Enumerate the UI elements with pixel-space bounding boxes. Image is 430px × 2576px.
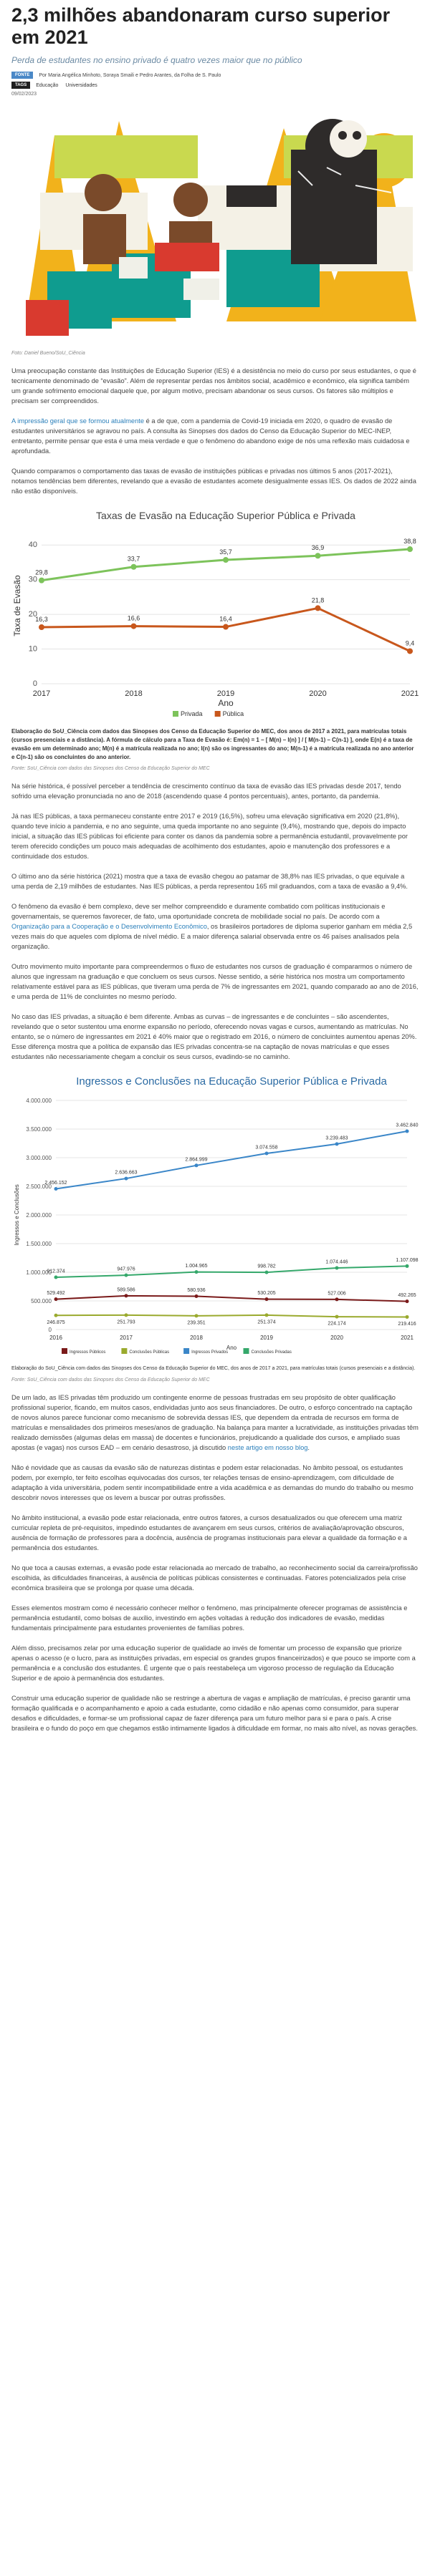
- data-point: [54, 1314, 58, 1317]
- data-label: 527.006: [328, 1291, 346, 1297]
- data-point: [407, 546, 413, 552]
- data-label: 2.636.663: [115, 1170, 138, 1176]
- legend-entry: Privada: [181, 710, 203, 717]
- data-label: 16,4: [219, 615, 232, 623]
- data-label: 38,8: [403, 538, 416, 546]
- data-point: [265, 1271, 269, 1274]
- data-label: 530.205: [257, 1291, 276, 1297]
- tag-link-universidades[interactable]: Universidades: [65, 82, 97, 88]
- data-label: 3.239.483: [325, 1136, 348, 1141]
- chart-caption: Elaboração do SoU_Ciência com dados das Sinopses dos Censo da Educação Superior do MEC, dos anos de 2017 a 2021, para matrículas totais (cursos presenciais e a distância). A fórmula de cálculo para a Taxa de Evasão é: Em(n) = 1 – [ M(n) – I(n) ] / [ M(n-1) – C(n-1) ], onde E(n) é a taxa de evasão em um determinado ano; M(n) é a matrícula realizada no ano; I(n) são os ingressantes do ano; M(n-1) é a matrícula realizada no ano anterior e C(n-1) são os concluintes do ano anterior.: [11, 728, 414, 760]
- tag-link-educacao[interactable]: Educação: [36, 82, 59, 88]
- data-point: [335, 1142, 339, 1146]
- data-point: [265, 1313, 269, 1317]
- paragraph: Construir uma educação superior de qualidade não se restringe a abertura de vagas e ampliação de matrículas, é preciso garantir uma formação qualificada e o acompanhamento e apoio a cada estudante, como cidadão e não apenas como consumidor, para superar desafios e dificuldades, e formar-se um profissional capaz de fazer diferença para um futuro melhor para si e para o país. A crise brasileira e o fundo do poço em que chegamos estão intimamente ligados à dificuldade em formar, no mais alto nível, as novas gerações.: [11, 1695, 418, 1732]
- paragraph-text: , os brasileiros portadores de diploma superior ganham em média 2,5 vezes mais do que aqueles com diploma de nível médio. E a maior diferença salarial observada entre os 46 países analisados pela organização.: [11, 923, 413, 950]
- data-label: 492.265: [398, 1293, 416, 1299]
- authors-row: [11, 72, 419, 79]
- authors-text: Por Maria Angélica Minhoto, Soraya Smaili e Pedro Arantes, da Folha de S. Paulo: [39, 72, 221, 78]
- data-label: 589.586: [117, 1287, 135, 1293]
- paragraph-text: O fenômeno da evasão é bem complexo, deve ser melhor compreendido e duramente combatido com políticas institucionais e governamentais, se queremos favorecer, de fato, uma oportunidade concreta de mobilidade social no país. De acordo com a: [11, 903, 386, 920]
- x-axis-label: Ano: [218, 698, 234, 708]
- data-label: 35,7: [219, 548, 232, 556]
- data-label: 580.936: [187, 1288, 206, 1294]
- data-point: [131, 564, 137, 570]
- y-axis-label: Taxa de Evasão: [12, 575, 22, 636]
- y-tick-label: 20: [28, 610, 37, 619]
- data-label: 16,6: [127, 614, 140, 622]
- legend-swatch: [173, 711, 178, 717]
- chart-title: Ingressos e Conclusões na Educação Superior Pública e Privada: [76, 1075, 387, 1088]
- y-tick-label: 3.500.000: [26, 1126, 52, 1133]
- paragraph: Na série histórica, é possível perceber a tendência de crescimento contínuo da taxa de evasão das IES privadas desde 2017, tendo sofrido uma elevação pronunciada no ano de 2018 (ascendendo quase 4 pontos percentuais), antes, portanto, da pandemia.: [11, 783, 401, 800]
- x-tick-label: 2017: [32, 689, 51, 698]
- x-tick-label: 2020: [330, 1335, 343, 1341]
- chart-caption: Elaboração do SoU_Ciência com dados das Sinopses dos Censo da Educação Superior do MEC, dos anos de 2017 a 2021, para matrículas totais (cursos presenciais e a distância).: [11, 1366, 416, 1371]
- data-point: [54, 1187, 58, 1191]
- data-point: [315, 553, 321, 558]
- tags-row: [11, 82, 419, 89]
- legend-entry: Conclusões Privadas: [251, 1350, 292, 1355]
- tags-label: TAGS: [11, 82, 30, 89]
- data-label: 912.374: [47, 1269, 65, 1274]
- y-tick-label: 1.500.000: [26, 1241, 52, 1247]
- data-point: [125, 1274, 128, 1277]
- data-label: 251.374: [257, 1320, 276, 1325]
- data-point: [195, 1270, 199, 1274]
- x-axis-label: Ano: [226, 1345, 237, 1351]
- data-point: [195, 1294, 199, 1298]
- publish-date: 09/02/2023: [11, 92, 37, 97]
- y-tick-label: 1.000.000: [26, 1269, 52, 1276]
- inline-link[interactable]: neste artigo em nosso blog: [227, 1444, 308, 1451]
- data-label: 529.492: [47, 1291, 65, 1297]
- data-point: [54, 1297, 58, 1301]
- y-tick-label: 0: [32, 679, 37, 688]
- paragraph: Uma preocupação constante das Instituições de Educação Superior (IES) é a desistência no meio do curso por seus estudantes, o que é tecnicamente denominado de “evasão”. Além de representar perdas nos âmbitos social, acadêmico e econômico, ela significa também um grande sofrimento emocional daquele que, por algum motivo, precisam abandonar os seus cursos. Os fatores são múltiplos e precisam ser compreendidos.: [11, 367, 416, 405]
- evasion-rate-chart: [11, 506, 419, 721]
- y-tick-label: 2.500.000: [26, 1183, 52, 1190]
- data-point: [195, 1314, 199, 1317]
- evasion-chart-container: [11, 506, 419, 725]
- paragraph: [11, 1393, 419, 1453]
- data-point: [335, 1315, 339, 1319]
- data-point: [39, 578, 44, 584]
- paragraph: No âmbito institucional, a evasão pode estar relacionada, entre outros fatores, a cursos desatualizados ou que oferecem uma matriz curricular repleta de pré-requisitos, impedindo estudantes de avançarem em seus cursos, critérios de avaliação/aprovação obscuros, ausência de formação de professores para a docência, ausência de programas institucionais para elevar a qualidade da formação e a permanência dos estudantes.: [11, 1514, 407, 1551]
- data-point: [406, 1264, 409, 1268]
- legend-entry: Pública: [222, 710, 244, 717]
- data-label: 998.782: [257, 1264, 276, 1269]
- paragraph: Além disso, precisamos zelar por uma educação superior de qualidade ao invés de fomentar um processo de expansão que priorize apenas o acesso (e o lucro, para as instituições privadas, em especial os grandes grupos financeirizados) e que pouco se importe com a permanência e a conclusão dos estudantes. É urgente que o país reestabeleça um vigoroso processo de regulação da Educação Superior e de apoio à permanência dos estudantes.: [11, 1645, 416, 1682]
- data-point: [195, 1163, 199, 1167]
- paragraph-text: .: [307, 1444, 310, 1451]
- data-point: [406, 1299, 409, 1303]
- page-title: 2,3 milhões abandonaram curso superior em 2021: [11, 4, 391, 48]
- data-label: 16,3: [35, 616, 48, 624]
- data-point: [125, 1313, 128, 1317]
- legend-swatch: [244, 1348, 249, 1354]
- data-label: 224.174: [328, 1321, 346, 1327]
- series-line: [56, 1266, 407, 1277]
- enrollment-completion-chart: [11, 1072, 419, 1358]
- data-point: [406, 1129, 409, 1133]
- paragraph: Quando comparamos o comportamento das taxas de evasão de instituições públicas e privadas nos últimos 5 anos (2017-2021), notamos tendências bem diferentes, revelando que a evasão de estudantes acomete desigualmente essas IES. Os dados de 2022 ainda não estão disponíveis.: [11, 468, 416, 495]
- x-tick-label: 2018: [125, 689, 143, 698]
- data-point: [125, 1177, 128, 1181]
- data-point: [265, 1297, 269, 1301]
- chart-source: Fonte: SoU_Ciência com dados das Sinopses dos Censo da Educação Superior do MEC: [11, 766, 210, 771]
- x-tick-label: 2020: [309, 689, 327, 698]
- data-label: 239.351: [187, 1320, 206, 1326]
- x-tick-label: 2019: [216, 689, 235, 698]
- data-point: [54, 1276, 58, 1279]
- data-point: [335, 1267, 339, 1270]
- data-point: [131, 624, 137, 629]
- series-line: [56, 1296, 407, 1302]
- data-point: [406, 1315, 409, 1319]
- data-label: 21,8: [311, 596, 325, 604]
- chart-source: Fonte: SoU_Ciência com dados das Sinopses dos Censo da Educação Superior do MEC: [11, 1377, 210, 1383]
- y-tick-label: 4.000.000: [26, 1098, 52, 1104]
- data-label: 1.004.965: [185, 1264, 208, 1269]
- data-point: [407, 648, 413, 654]
- y-axis-label: Ingressos e Conclusões: [14, 1184, 20, 1246]
- data-label: 3.462.840: [396, 1123, 419, 1128]
- enrollment-chart-container: [11, 1072, 419, 1362]
- legend-entry: Ingressos Públicos: [70, 1350, 106, 1355]
- legend-entry: Conclusões Públicas: [129, 1350, 170, 1355]
- paragraph: No que toca a causas externas, a evasão pode estar relacionada ao mercado de trabalho, ao reconhecimento social da carreira/profissão escolhida, às dificuldades financeiras, à ausência de políticas públicas consistentes e continuadas. Fatores potencializados pela crise econômica brasileira que se prolonga por quase uma década.: [11, 1564, 418, 1592]
- paragraph: [11, 416, 419, 456]
- paragraph: No caso das IES privadas, a situação é bem diferente. Ambas as curvas – de ingressantes e de concluintes – são ascendentes, revelando que o setor sustentou uma enorme expansão no período, oferecendo novas vagas e cursos, aumentando as matrículas. No entanto, se o número de ingressantes em 2021 é 40% maior que o registrado em 2016, o número de concluintes aumentou apenas 20%. Esse diferença mostra que a política de expansão das IES privadas concentra-se na captação de novas matrículas e que esses estudantes não necessariamente chegam a concluir os seus cursos, evadindo-se no caminho.: [11, 1013, 417, 1060]
- paragraph: Esses elementos mostram como é necessário conhecer melhor o fenômeno, mas principalmente oferecer programas de assistência e permanência estudantil, como bolsas de auxílio, investindo em ações voltadas à redução dos indicadores de evasão, medidas fundamentais principalmente para estudantes provenientes de famílias pobres.: [11, 1604, 408, 1632]
- data-label: 947.976: [117, 1267, 135, 1272]
- data-label: 1.074.446: [325, 1259, 348, 1265]
- x-tick-label: 2018: [190, 1335, 203, 1341]
- data-point: [125, 1294, 128, 1297]
- paragraph-text: De um lado, as IES privadas têm produzido um contingente enorme de pessoas frustradas em seu propósito de obter qualificação profissional superior, ficando, em muitos casos, endividadas junto aos seus financiadores. De outro, o esforço concentrado na captação de novos alunos parece funcionar como mecanismo de sobrevida dessas IES, que dependem da entrada de recursos em forma de matrículas e mensalidades dos primeiros meses/anos de graduação. Na balança para manter a lucratividade, as instituições privadas têm realizado demissões (algumas delas em massa) de docentes e funcionários, prejudicando a qualidade dos cursos, e ampliado suas apostas (e vagas) nos cursos EAD – em cenário desastroso, já discutido: [11, 1394, 419, 1451]
- data-label: 3.074.558: [255, 1145, 278, 1151]
- series-line: [56, 1315, 407, 1317]
- series-line: [56, 1131, 407, 1189]
- data-point: [39, 624, 44, 630]
- data-point: [315, 605, 321, 611]
- y-tick-label: 500.000: [31, 1298, 52, 1304]
- data-label: 36,9: [311, 544, 325, 552]
- data-label: 33,7: [127, 555, 140, 563]
- data-point: [223, 557, 229, 563]
- data-point: [265, 1152, 269, 1156]
- image-caption: Foto: Daniel Bueno/SoU_Ciência: [11, 351, 85, 356]
- legend-entry: Ingressos Privados: [191, 1350, 229, 1355]
- paragraph: Não é novidade que as causas da evasão são de naturezas distintas e podem estar relacionadas. No âmbito pessoal, os estudantes podem, por exemplo, ter feito escolhas equivocadas dos cursos, ter relações tensas de ensino-aprendizagem, com dificuldade de adaptação à vida universitária, podem sentir incompatibilidade entre a vida acadêmica e as demandas do mundo do trabalho ou mesmo descobrir novos interesses que os levem a buscar por outras profissões.: [11, 1464, 414, 1501]
- inline-link[interactable]: A impressão geral que se formou atualmente: [11, 417, 145, 425]
- x-tick-label: 2016: [49, 1335, 62, 1341]
- legend-swatch: [183, 1348, 189, 1354]
- paragraph: Outro movimento muito importante para compreendermos o fluxo de estudantes nos cursos de graduação é compararmos o número de alunos que ingressam na graduação e que concluem os seus cursos. Nesse sentido, a série histórica nos mostra um comportamento relativamente estável para as IES públicas, que tiveram uma perda de 7% de ingressantes em 2021, quando comparado ao ano de 2016, e uma perda de 11% de concluintes no mesmo período.: [11, 963, 419, 1000]
- y-tick-label: 40: [28, 541, 37, 550]
- data-point: [223, 624, 229, 630]
- article-page: [0, 4, 430, 1758]
- x-tick-label: 2021: [401, 689, 419, 698]
- data-label: 2.456.152: [44, 1181, 67, 1186]
- y-tick-label: 3.000.000: [26, 1155, 52, 1161]
- data-label: 251.793: [117, 1320, 135, 1325]
- y-tick-label: 10: [28, 644, 37, 654]
- chart-title: Taxas de Evasão na Educação Superior Pública e Privada: [96, 510, 355, 521]
- data-label: 219.416: [398, 1321, 416, 1327]
- y-tick-label: 2.000.000: [26, 1212, 52, 1219]
- article-subtitle: Perda de estudantes no ensino privado é quatro vezes maior que no público: [11, 55, 302, 65]
- y-tick-label: 30: [28, 575, 37, 584]
- inline-link[interactable]: Organização para a Cooperação e o Desenvolvimento Econômico: [11, 923, 207, 930]
- source-label: FONTE: [11, 72, 33, 79]
- x-tick-label: 2017: [120, 1335, 133, 1341]
- legend-swatch: [62, 1348, 67, 1354]
- legend-swatch: [215, 711, 221, 717]
- data-label: 9,4: [405, 639, 415, 647]
- paragraph: [11, 901, 419, 952]
- paragraph: Já nas IES públicas, a taxa permaneceu constante entre 2017 e 2019 (16,5%), sofreu uma elevação significativa em 2020 (21,8%), quando teve início a pandemia, e no ano seguinte, uma queda importante no ano seguinte (9,4%), mostrando que, depois do impacto inicial, a situação das IES públicas foi eficiente para conter os danos da pandemia sobre a permanência estudantil, provavelmente por terem oferecido condições um pouco mais adequadas de acolhimento dos estudantes, apoio e manutenção dos professores e a continuidade dos estudos.: [11, 813, 408, 860]
- legend-swatch: [121, 1348, 127, 1354]
- y-tick-label: 0: [48, 1327, 52, 1333]
- data-label: 2.864.999: [185, 1157, 208, 1163]
- data-label: 246.875: [47, 1320, 65, 1325]
- data-point: [335, 1297, 339, 1301]
- data-label: 1.107.098: [396, 1257, 419, 1263]
- x-tick-label: 2021: [401, 1335, 414, 1341]
- paragraph: O último ano da série histórica (2021) mostra que a taxa de evasão chegou ao patamar de 38,8% nas IES privadas, o que equivale a uma perda de 2,19 milhões de estudantes. Nas IES públicas, a perda representou 165 mil graduandos, com a taxa de evasão a 9,4%.: [11, 873, 408, 890]
- x-tick-label: 2019: [260, 1335, 273, 1341]
- article-illustration: [11, 107, 419, 343]
- data-label: 29,8: [35, 568, 48, 576]
- paragraph-text: é a de que, com a pandemia de Covid-19 iniciada em 2020, o quadro de evasão de estudantes universitários se agravou no país. A consulta às Sinopses dos dados do Censo da Educação Superior do MEC-INEP, entretanto, permite pensar que esta é uma meia verdade e que o fenômeno do abandono exige de nós uma reflexão mais cuidadosa e aprofundada.: [11, 417, 410, 455]
